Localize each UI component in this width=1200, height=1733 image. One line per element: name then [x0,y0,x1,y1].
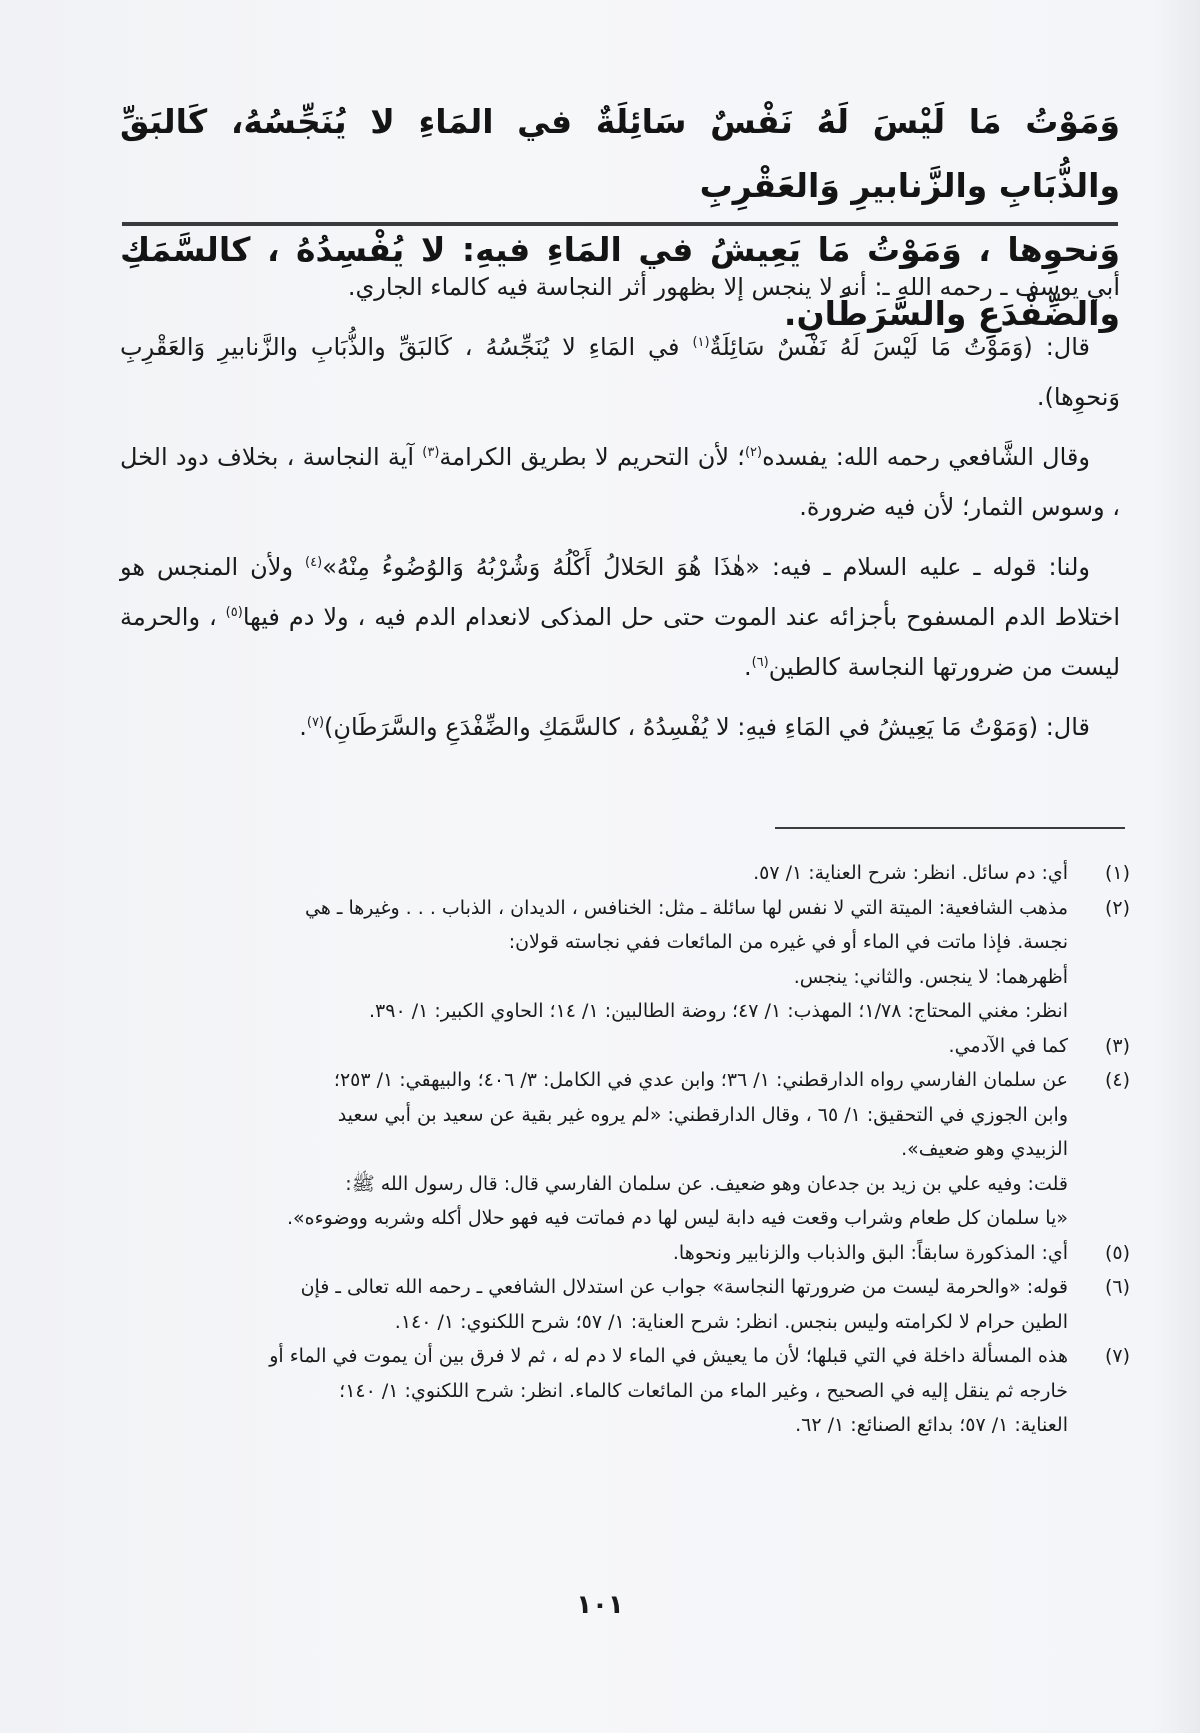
footnote-number: (٦) [1104,1276,1130,1298]
footnote-line: خارجه ثم ينقل إليه في الصحيح ، وغير الماء من المائعات كالماء. انظر: شرح اللكنوي: ١/ ١٤٠؛ [339,1379,1068,1402]
commentary-paragraph [120,542,1120,692]
footnote-number: (٧) [1104,1345,1130,1367]
commentary-text: أبي يوسف ـ رحمه الله ـ: أنه لا ينجس إلا بظهور أثر النجاسة فيه كالماء الجاري. [347,273,1120,301]
footnote-body [120,891,1068,1029]
commentary-text: في المَاءِ لا يُنَجِّسُهُ ، كَالبَقِّ والذُّبَابِ والزَّنابيرِ وَالعَقْرِبِ وَنحوِها). [120,333,1120,411]
footnote-line: هذه المسألة داخلة في التي قبلها؛ لأن ما يعيش في الماء لا دم له ، ثم لا فرق بين أن يموت في الماء أو [269,1345,1068,1367]
footnote-number: (٥) [1104,1241,1130,1264]
commentary-paragraph [120,322,1120,422]
footnote-body [120,1236,1068,1271]
commentary-paragraph [120,432,1120,532]
footnote-body [120,1270,1068,1339]
footnote-item [120,1236,1130,1271]
footnote-line: كما في الآدمي. [948,1034,1068,1057]
footnote-ref[interactable]: (٤) [305,555,323,570]
commentary-paragraph [120,262,1120,312]
footnote-body [120,1063,1068,1236]
footnote-item [120,1270,1130,1339]
commentary-text: . [299,713,307,741]
commentary-text-block [120,262,1120,762]
footnote-item [120,1029,1130,1064]
footnote-number: (٢) [1104,896,1130,919]
commentary-text: . [743,653,752,681]
footnote-body [120,1029,1068,1064]
matn-line: وَنحوِها ، وَمَوْتُ مَا يَعِيشُ في المَاءِ فيهِ: لا يُفْسِدُهُ ، كالسَّمَكِ والضِّفْدَعِ والسَّرَطَانِ. [120,230,1120,333]
footnote-line: الزبيدي وهو ضعيف». [901,1138,1068,1160]
commentary-text: ؛ لأن التحريم لا بطريق الكرامة [439,443,745,471]
commentary-text: ، والحرمة ليست من ضرورتها النجاسة كالطين [120,603,1120,681]
footnote-line: أي: المذكورة سابقاً: البق والذباب والزنابير ونحوها. [672,1241,1068,1264]
commentary-text: وقال الشَّافعي رحمه الله: يفسده [762,443,1090,471]
footnote-item [120,891,1130,1029]
footnote-number: (٣) [1104,1034,1130,1057]
footnote-line: انظر: مغني المحتاج: ١/٧٨؛ المهذب: ١/ ٤٧؛ روضة الطالبين: ١/ ١٤؛ الحاوي الكبير: ١/ ٣٩٠. [369,1000,1068,1022]
footnote-line: قوله: «والحرمة ليست من ضرورتها النجاسة» جواب عن استدلال الشافعي ـ رحمه الله تعالى ـ فإن [300,1276,1068,1298]
page-number: ١٠١ [576,1590,624,1620]
footnote-ref[interactable]: (١) [692,335,710,350]
footnote-line: العناية: ١/ ٥٧؛ بدائع الصنائع: ١/ ٦٢. [795,1414,1068,1436]
footnote-separator-rule [775,827,1125,829]
footnote-line: «يا سلمان كل طعام وشراب وقعت فيه دابة ليس لها دم فماتت فيه فهو حلال أكله وشربه ووضوءه». [287,1207,1068,1229]
commentary-paragraph [120,702,1120,752]
footnotes-block [120,856,1130,1443]
footnote-line: أي: دم سائل. انظر: شرح العناية: ١/ ٥٧. [753,862,1068,884]
footnote-line: قلت: وفيه علي بن زيد بن جدعان وهو ضعيف. عن سلمان الفارسي قال: قال رسول الله ﷺ: [345,1172,1068,1195]
footnote-ref[interactable]: (٢) [744,445,763,460]
footnote-item [120,1063,1130,1236]
commentary-text: ولنا: قوله ـ عليه السلام ـ فيه: «هٰذَا هُوَ الحَلالُ أَكْلُهُ وَشُرْبُهُ وَالوُضُوءُ مِنْهُ» [322,553,1090,581]
footnote-body [120,1339,1068,1443]
commentary-text: ولأن المنجس هو اختلاط الدم المسفوح بأجزائه عند الموت حتى حل المذكى لانعدام الدم فيه ، ولا دم فيها [120,553,1121,631]
footnote-line: نجسة. فإذا ماتت في الماء أو في غيره من المائعات ففي نجاسته قولان: [508,931,1068,953]
commentary-text: قال: (وَمَوْتُ مَا لَيْسَ لَهُ نَفْسٌ سَائِلَةٌ [709,333,1090,361]
matn-separator-rule [122,222,1118,226]
matn-line: وَمَوْتُ مَا لَيْسَ لَهُ نَفْسٌ سَائِلَةٌ في المَاءِ لا يُنَجِّسُهُ، كَالبَقِّ والذُّبَابِ والزَّنابيرِ وَالعَقْرِبِ [120,102,1120,205]
footnote-ref[interactable]: (٣) [422,445,440,460]
footnote-ref[interactable]: (٦) [751,655,769,670]
footnote-ref[interactable]: (٥) [225,605,243,620]
footnote-ref[interactable]: (٧) [306,715,325,730]
footnote-line: الطين حرام لا لكرامته وليس بنجس. انظر: شرح العناية: ١/ ٥٧؛ شرح اللكنوي: ١/ ١٤٠. [394,1310,1068,1333]
footnote-body [120,856,1068,891]
footnote-item [120,1339,1130,1443]
footnote-line: وابن الجوزي في التحقيق: ١/ ٦٥ ، وقال الدارقطني: «لم يروه غير بقية عن سعيد بن أبي سعيد [337,1103,1068,1126]
footnote-line: عن سلمان الفارسي رواه الدارقطني: ١/ ٣٦؛ وابن عدي في الكامل: ٣/ ٤٠٦؛ والبيهقي: ١/ ٢٥٣؛ [333,1069,1068,1091]
commentary-text: قال: (وَمَوْتُ مَا يَعِيشُ في المَاءِ فيهِ: لا يُفْسِدُهُ ، كالسَّمَكِ والضِّفْدَعِ والسَّرَطَانِ) [324,713,1090,741]
commentary-text: آية النجاسة ، بخلاف دود الخل ، وسوس الثمار؛ لأن فيه ضرورة. [120,443,1120,521]
footnote-number: (٤) [1104,1069,1130,1091]
footnote-item [120,856,1130,891]
footnote-line: أظهرهما: لا ينجس. والثاني: ينجس. [793,965,1068,988]
footnote-number: (١) [1104,862,1130,884]
footnote-line: مذهب الشافعية: الميتة التي لا نفس لها سائلة ـ مثل: الخنافس ، الديدان ، الذباب . . . وغيرها ـ هي [304,896,1068,919]
